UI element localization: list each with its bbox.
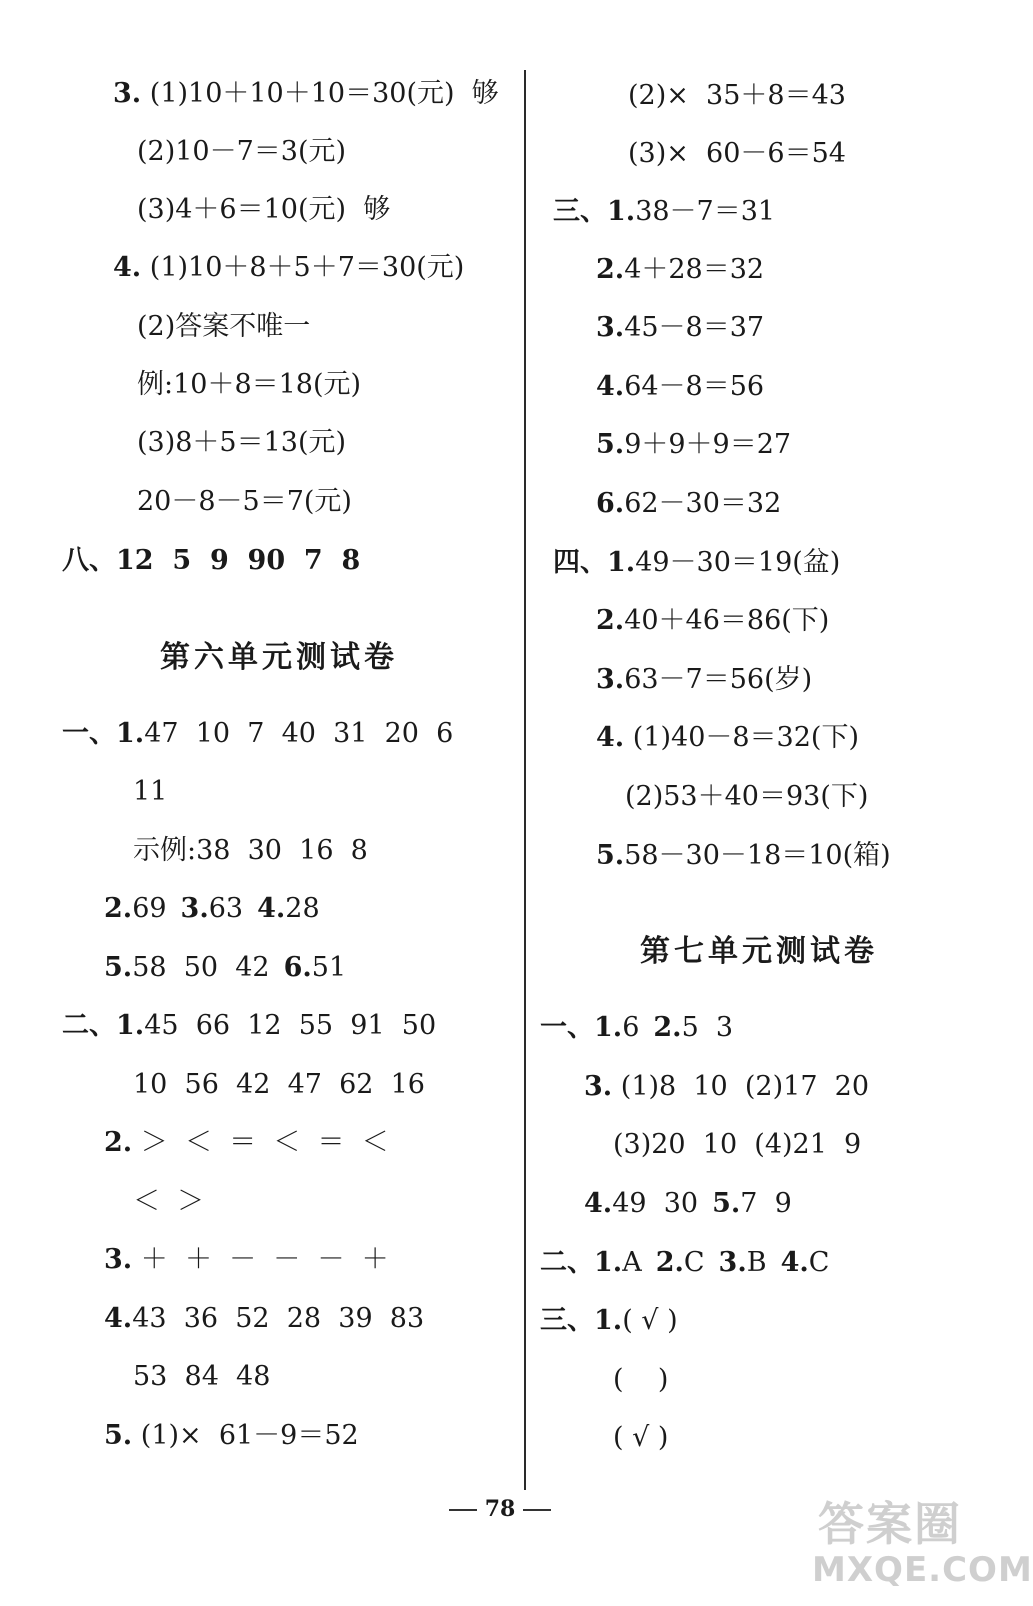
watermark-main-text: 答案圈 [818,1497,962,1551]
unit7-line-7: ( ) [613,1364,669,1395]
unit6-line-8: 2. ＞ ＜ ＝ ＜ ＝ ＜ [104,1127,389,1158]
watermark-sub-text: MXQE.COM [812,1550,1033,1590]
unit6-line-1: 一、1.47 10 7 40 31 20 6 [62,718,454,749]
right-line-9: 四、1.49－30＝19(盆) [553,547,841,578]
left-line-6: 例:10＋8＝18(元) [137,369,362,400]
right-line-1: (2)× 35＋8＝43 [628,80,846,111]
unit7-line-2: 3. (1)8 10 (2)17 20 [584,1071,870,1102]
unit7-line-5: 二、1.A 2.C 3.B 4.C [540,1247,830,1278]
right-line-13: (2)53＋40＝93(下) [625,781,869,812]
watermark-logo [808,1488,1033,1598]
unit6-line-6: 二、1.45 66 12 55 91 50 [62,1010,437,1041]
unit6-line-5: 5.58 50 42 6.51 [104,952,347,983]
left-line-3: (3)4＋6＝10(元) 够 [137,194,391,225]
left-line-9: 八、12 5 9 90 7 8 [62,545,361,576]
left-line-1: 3. (1)10＋10＋10＝30(元) 够 [113,78,499,109]
unit6-line-12: 53 84 48 [133,1361,271,1392]
left-line-5: (2)答案不唯一 [137,311,311,342]
unit7-line-3: (3)20 10 (4)21 9 [613,1129,862,1160]
right-line-6: 4.64－8＝56 [596,371,765,402]
unit6-line-3: 示例:38 30 16 8 [133,835,368,866]
left-line-2: (2)10－7＝3(元) [137,136,347,167]
right-line-10: 2.40＋46＝86(下) [596,605,830,636]
right-line-14: 5.58－30－18＝10(箱) [596,840,891,871]
unit-7-heading: 第七单元测试卷 [640,934,878,969]
unit7-line-4: 4.49 30 5.7 9 [584,1188,792,1219]
left-line-4: 4. (1)10＋8＋5＋7＝30(元) [113,252,465,283]
right-line-12: 4. (1)40－8＝32(下) [596,722,859,753]
unit-6-heading: 第六单元测试卷 [160,640,398,675]
left-line-8: 20－8－5＝7(元) [137,486,352,517]
unit6-line-9: ＜ ＞ [133,1186,205,1217]
right-line-2: (3)× 60－6＝54 [628,138,846,169]
column-divider [524,70,526,1490]
left-line-7: (3)8＋5＝13(元) [137,427,347,458]
unit6-line-13: 5. (1)× 61－9＝52 [104,1420,359,1451]
unit6-line-7: 10 56 42 47 62 16 [133,1069,425,1100]
page-number: 78 [440,1496,560,1522]
unit7-line-6: 三、1.( √ ) [540,1305,678,1336]
unit7-line-1: 一、1.6 2.5 3 [540,1012,734,1043]
unit6-line-11: 4.43 36 52 28 39 83 [104,1303,425,1334]
right-line-7: 5.9＋9＋9＝27 [596,429,792,460]
right-line-8: 6.62－30＝32 [596,488,782,519]
unit6-line-4: 2.69 3.63 4.28 [104,893,320,924]
right-line-4: 2.4＋28＝32 [596,254,765,285]
unit7-line-8: ( √ ) [613,1422,669,1453]
right-line-3: 三、1.38－7＝31 [553,196,776,227]
right-line-5: 3.45－8＝37 [596,312,765,343]
unit6-line-10: 3. ＋ ＋ － － － ＋ [104,1244,389,1275]
unit6-line-2: 11 [133,776,168,807]
right-line-11: 3.63－7＝56(岁) [596,664,813,695]
